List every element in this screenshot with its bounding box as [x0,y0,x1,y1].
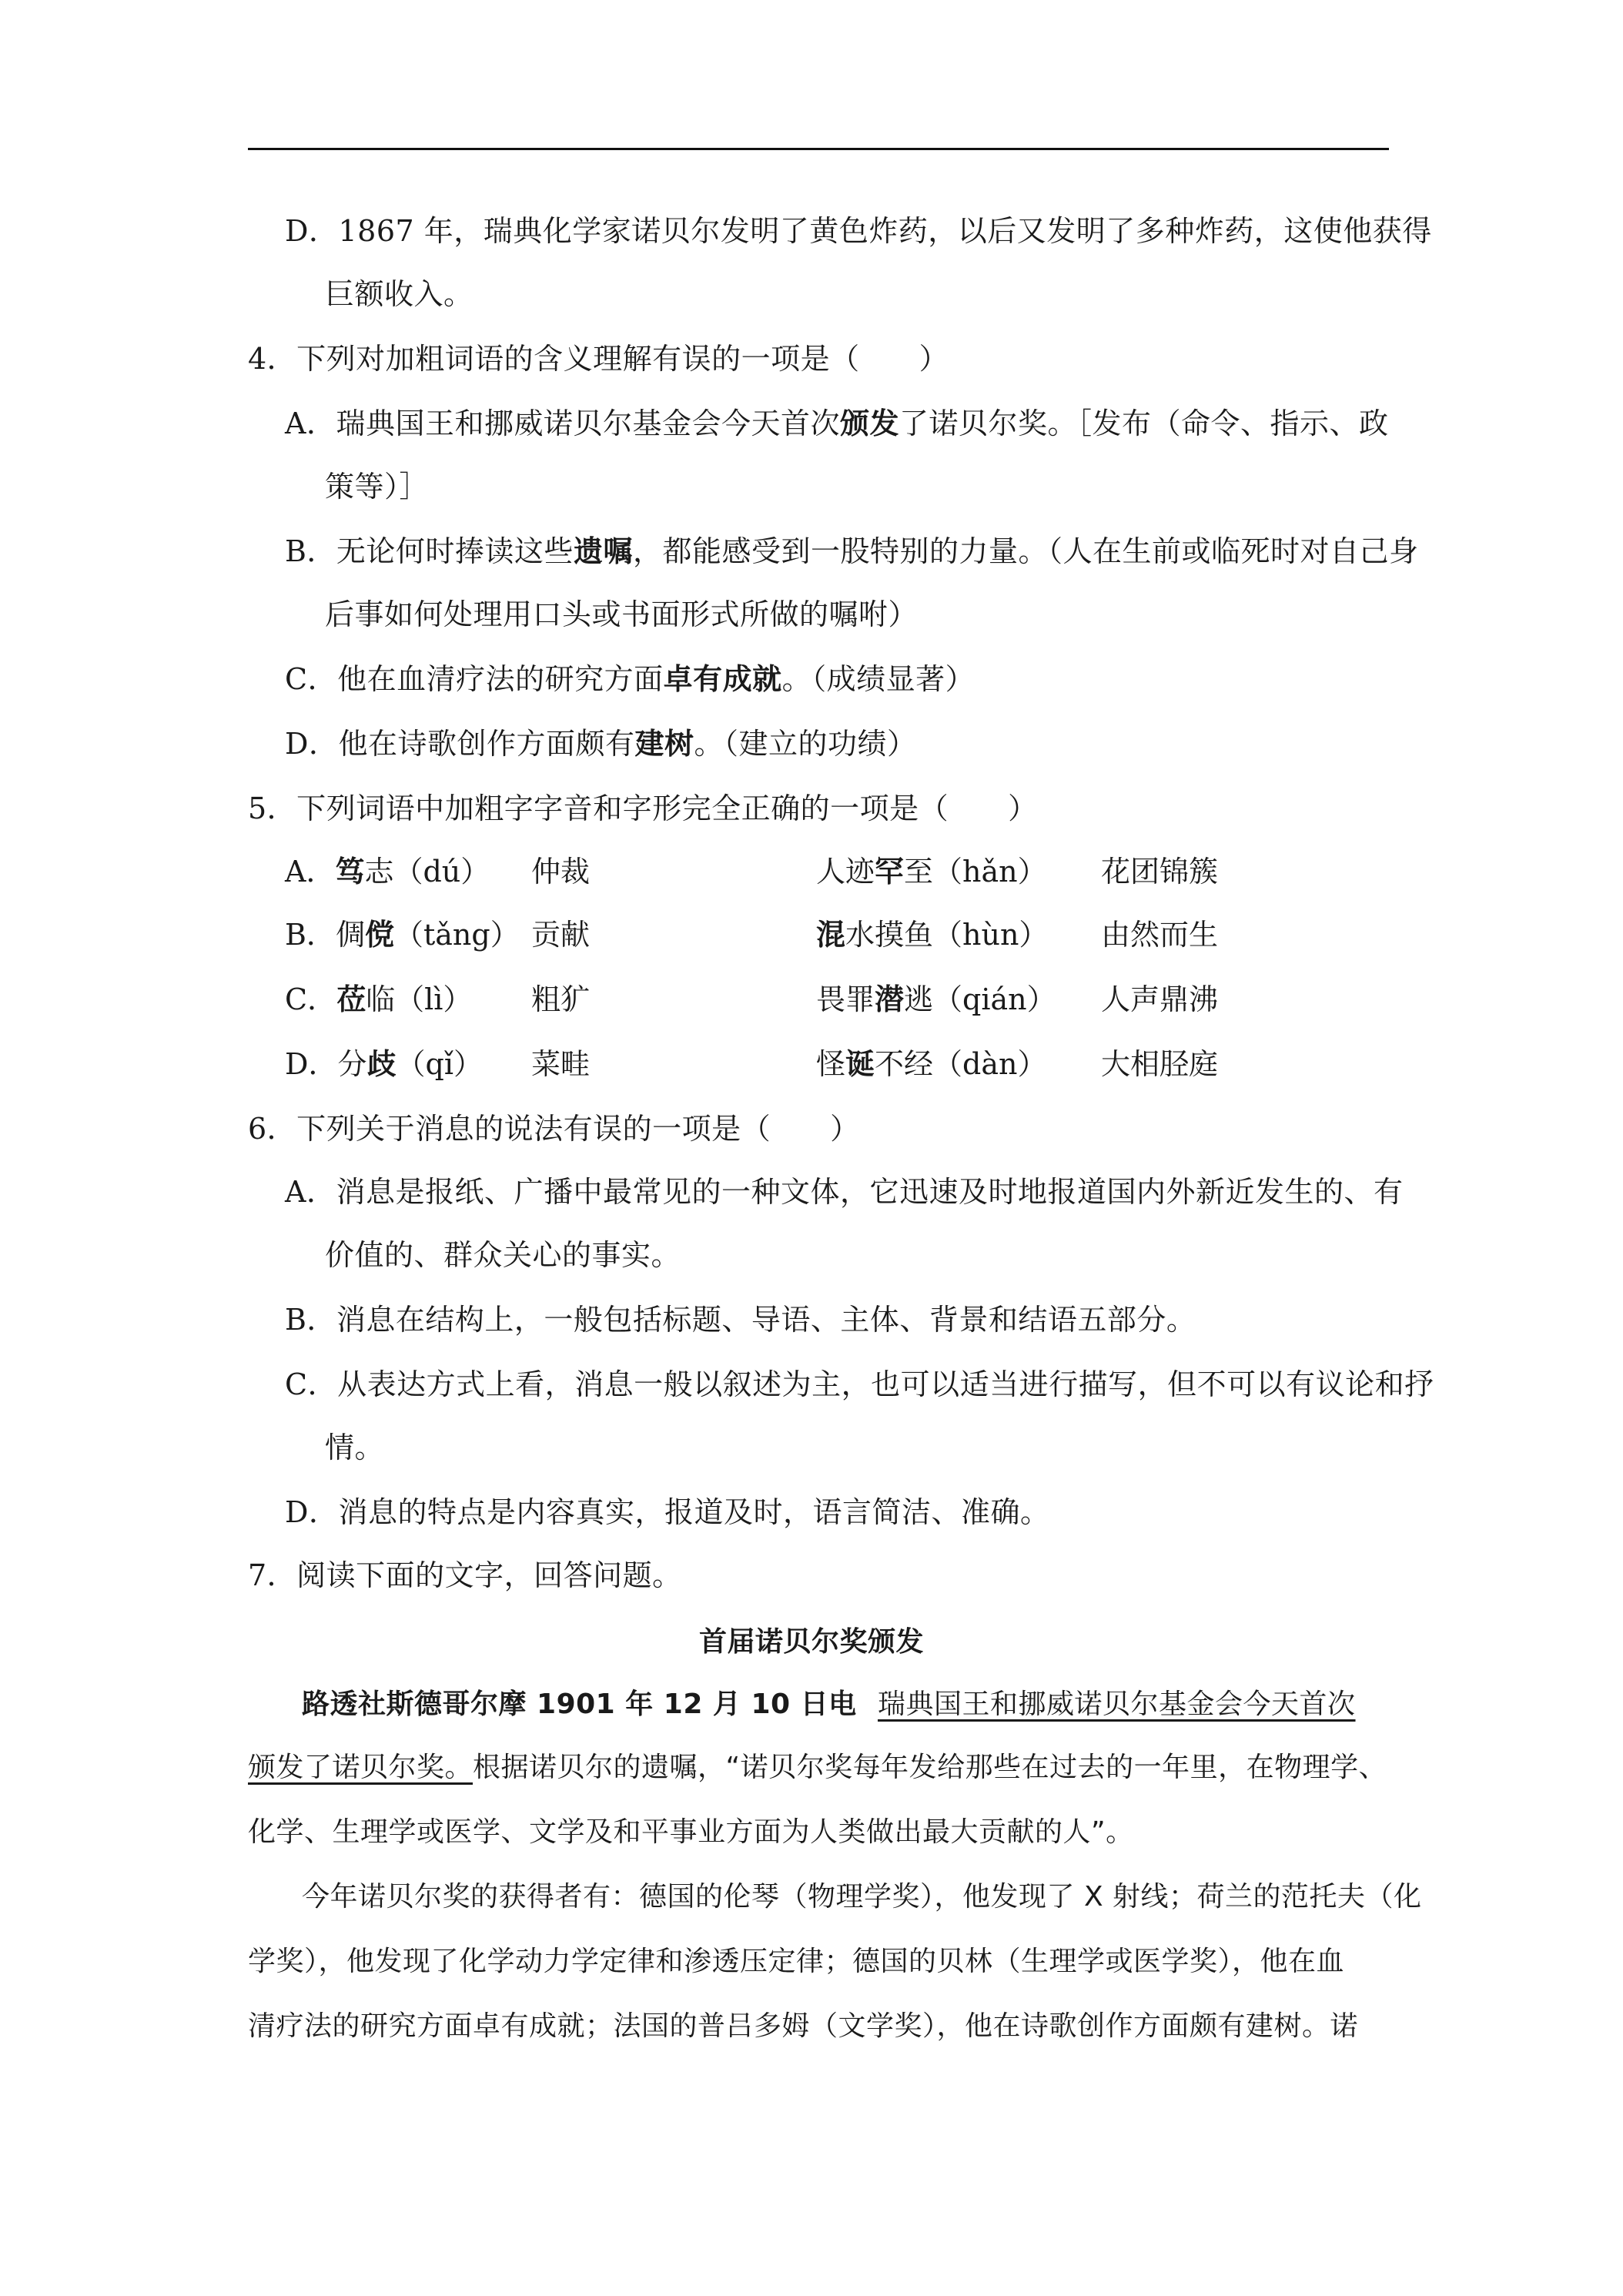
q5-a-col4: 花团锦簇 [1101,855,1219,889]
q3-option-d-line2: 巨额收入。 [325,277,474,311]
q5-c-col1: C．莅临（lì） [285,982,473,1016]
q5-d-col1: D．分歧（qǐ） [285,1046,483,1081]
q6-option-c-line1: C．从表达方式上看，消息一般以叙述为主，也可以适当进行描写，但不可以有议论和抒 [285,1367,1434,1401]
q5-c-col4: 人声鼎沸 [1101,982,1219,1016]
q6-option-d: D．消息的特点是内容真实，报道及时，语言简洁、准确。 [285,1495,1050,1529]
q4-option-a-line1: A．瑞典国王和挪威诺贝尔基金会今天首次颁发了诺贝尔奖。［发布（命令、指示、政 [285,406,1389,440]
article-para2-line1: 今年诺贝尔奖的获得者有：德国的伦琴（物理学奖），他发现了 X 射线；荷兰的范托夫（化 [302,1881,1422,1913]
article-lead-line2 [248,1749,1387,1786]
article-lead-line1 [878,1686,1356,1723]
q4-option-b-line2: 后事如何处理用口头或书面形式所做的嘱咐） [325,597,919,631]
q5-a-col3: 人迹罕至（hǎn） [816,854,1047,889]
q4-option-d: D．他在诗歌创作方面颇有建树。（建立的功绩） [285,726,917,761]
q5-b-col4: 由然而生 [1101,918,1219,952]
q5-b-col2: 贡献 [531,918,591,952]
article-lead-underlined-1: 瑞典国王和挪威诺贝尔基金会今天首次 [878,1689,1356,1720]
q6-option-b: B．消息在结构上，一般包括标题、导语、主体、背景和结语五部分。 [285,1303,1196,1337]
q5-c-col3: 畏罪潜逃（qián） [816,982,1056,1016]
q5-stem: 5．下列词语中加粗字字音和字形完全正确的一项是（ ） [248,792,1038,825]
q3-option-d-line1: D．1867 年，瑞典化学家诺贝尔发明了黄色炸药，以后又发明了多种炸药，这使他获得 [285,214,1432,248]
q4-option-c: C．他在血清疗法的研究方面卓有成就。（成绩显著） [285,661,975,696]
article-para1-rest: 根据诺贝尔的遗嘱，“诺贝尔奖每年发给那些在过去的一年里，在物理学、 [473,1752,1387,1783]
q5-d-col2: 菜畦 [531,1047,591,1081]
q5-d-col4: 大相胫庭 [1101,1047,1219,1081]
q5-b-col1: B．倜傥（tǎng） [285,917,520,952]
q4-option-b-line1: B．无论何时捧读这些遗嘱，都能感受到一股特别的力量。（人在生前或临死时对自己身 [285,534,1419,568]
article-para2-line2: 学奖），他发现了化学动力学定律和渗透压定律；德国的贝林（生理学或医学奖），他在血 [248,1946,1345,1977]
q5-b-col3: 混水摸鱼（hùn） [816,917,1049,952]
article-dateline-line [302,1686,857,1723]
q5-a-col1: A．笃志（dú） [285,854,490,889]
q4-stem: 4．下列对加粗词语的含义理解有误的一项是（ ） [248,342,949,376]
q6-stem: 6．下列关于消息的说法有误的一项是（ ） [248,1112,860,1146]
article-dateline: 路透社斯德哥尔摩 1901 年 12 月 10 日电 [302,1689,857,1720]
article-para2-line3: 清疗法的研究方面卓有成就；法国的普吕多姆（文学奖），他在诗歌创作方面颇有建树。诺 [248,2010,1359,2042]
q5-d-col3: 怪诞不经（dàn） [816,1046,1047,1081]
q5-a-col2: 仲裁 [531,855,591,889]
q6-option-a-line1: A．消息是报纸、广播中最常见的一种文体，它迅速及时地报道国内外新近发生的、有 [285,1175,1404,1209]
article-lead-underlined-2: 颁发了诺贝尔奖。 [248,1752,474,1783]
article-para1-line3: 化学、生理学或医学、文学及和平事业方面为人类做出最大贡献的人”。 [248,1816,1134,1848]
q4-option-a-line2: 策等）］ [325,470,430,504]
q7-stem: 7．阅读下面的文字，回答问题。 [248,1558,682,1592]
header-rule [248,148,1389,150]
q5-c-col2: 粗犷 [531,982,591,1016]
article-title: 首届诺贝尔奖颁发 [698,1625,924,1658]
q6-option-c-line2: 情。 [325,1431,385,1464]
q6-option-a-line2: 价值的、群众关心的事实。 [325,1238,681,1272]
